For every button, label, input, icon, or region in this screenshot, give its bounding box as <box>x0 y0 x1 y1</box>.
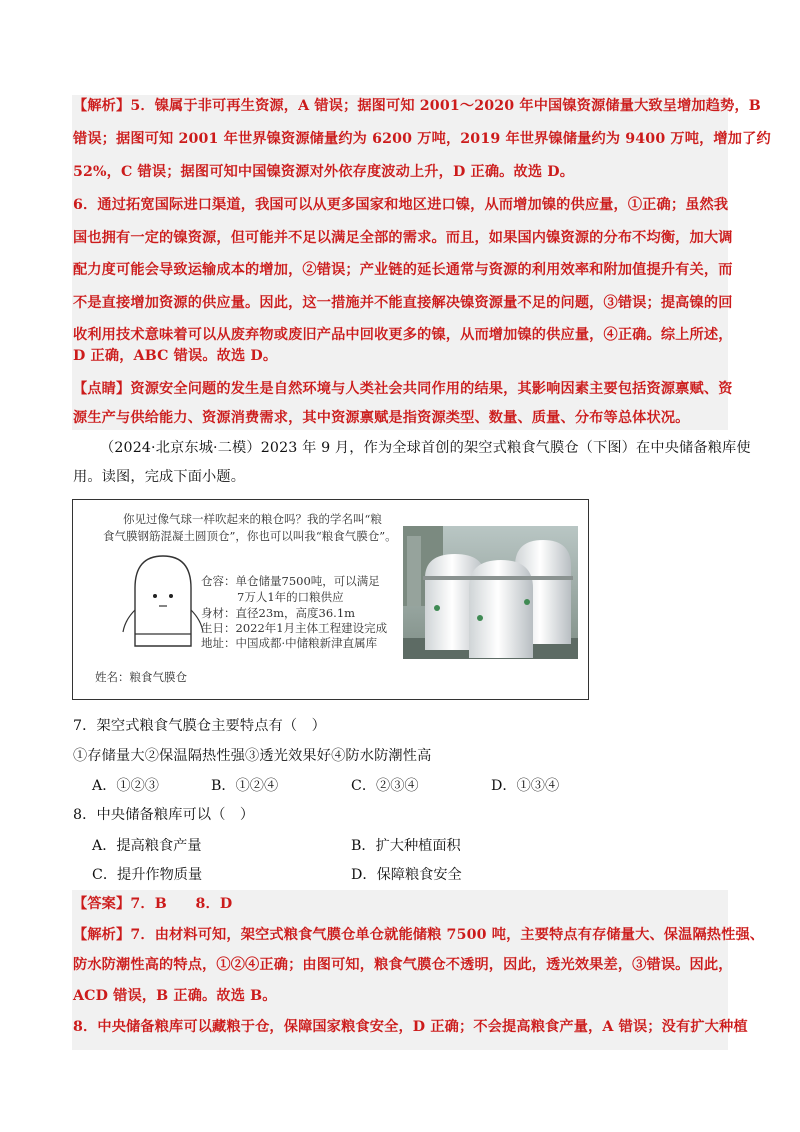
figure-capacity-line1: 仓容：单仓储量7500吨，可以满足 <box>201 574 380 588</box>
analysis6-line3: 配力度可能会导致运输成本的增加，②错误；产业链的延长通常与资源的利用效率和附加值提升有关，而 <box>73 262 733 278</box>
analysis78-line4: 8．中央储备粮库可以藏粮于仓，保障国家粮食安全，D 正确；不会提高粮食产量，A 错误；没有扩大种植 <box>73 1019 748 1035</box>
figure-capacity-line2: 7万人1年的口粮供应 <box>237 590 344 604</box>
figure-grain-membrane-silo <box>72 499 589 700</box>
analysis6-line4: 不是直接增加资源的供应量。因此，这一措施并不能直接解决镍资源量不足的问题，③错误；提高镍的回 <box>73 295 733 311</box>
figure-speech-line1: 你见过像气球一样吹起来的粮仓吗？我的学名叫“粮 <box>123 512 382 526</box>
figure-birthday: 生日：2022年1月主体工程建设完成 <box>201 621 388 635</box>
analysis6-line2: 国也拥有一定的镍资源，但可能并不足以满足全部的需求。而且，如果国内镍资源的分布不均衡，加大调 <box>73 230 733 246</box>
q7-items: ①存储量大②保温隔热性强③透光效果好④防水防潮性高 <box>73 748 432 764</box>
analysis5-line3: 52%，C 错误；据图可知中国镍资源对外依存度波动上升，D 正确。故选 D。 <box>73 164 575 180</box>
analysis6-line6: D 正确，ABC 错误。故选 D。 <box>73 348 278 364</box>
tip-line2: 源生产与供给能力、资源消费需求，其中资源禀赋是指资源类型、数量、质量、分布等总体状况。 <box>73 410 690 426</box>
figure-size: 身材：直径23m，高度36.1m <box>201 606 356 620</box>
silo-photo <box>403 526 578 659</box>
q7-option-b: B．①②④ <box>211 778 279 794</box>
analysis78-line1: 【解析】7．由材料可知，架空式粮食气膜仓单仓就能储粮 7500 吨，主要特点有存储量大、保温隔热性强、 <box>73 927 765 943</box>
intro-line2: 用。读图，完成下面小题。 <box>73 469 246 485</box>
figure-speech-line2: 食气膜钢筋混凝土圆顶仓”，你也可以叫我“粮食气膜仓”。 <box>103 529 397 543</box>
q8-stem: 8．中央储备粮库可以（ ） <box>73 807 255 823</box>
q7-option-a: A．①②③ <box>92 778 159 794</box>
q7-option-d: D．①③④ <box>491 778 560 794</box>
q7-stem: 7．架空式粮食气膜仓主要特点有（ ） <box>73 718 326 734</box>
intro-line1: （2024·北京东城·二模）2023 年 9 月，作为全球首创的架空式粮食气膜仓（下图）在中央储备粮库使 <box>100 440 751 456</box>
analysis6-line1: 6．通过拓宽国际进口渠道，我国可以从更多国家和地区进口镍，从而增加镍的供应量，①正确；虽然我 <box>73 197 729 213</box>
analysis5-line1: 【解析】5．镍属于非可再生资源，A 错误；据图可知 2001～2020 年中国镍资源储量大致呈增加趋势，B <box>73 98 761 114</box>
figure-name: 姓名：粮食气膜仓 <box>95 670 187 684</box>
answer-line: 【答案】7．B 8．D <box>73 896 233 912</box>
analysis78-line3: ACD 错误，B 正确。故选 B。 <box>73 988 277 1004</box>
analysis6-line5: 收利用技术意味着可以从废弃物或废旧产品中回收更多的镍，从而增加镍的供应量，④正确。综上所述， <box>73 327 733 343</box>
analysis78-line2: 防水防潮性高的特点，①②④正确；由图可知，粮食气膜仓不透明，因此，透光效果差，③错误。因此， <box>73 957 733 973</box>
q7-option-c: C．②③④ <box>351 778 419 794</box>
figure-address: 地址：中国成都·中储粮新津直属库 <box>201 636 378 650</box>
q8-option-b: B．扩大种植面积 <box>351 838 461 854</box>
q8-option-d: D．保障粮食安全 <box>351 867 462 883</box>
q8-option-c: C．提升作物质量 <box>92 867 203 883</box>
q8-option-a: A．提高粮食产量 <box>92 838 202 854</box>
analysis5-line2: 错误；据图可知 2001 年世界镍资源储量约为 6200 万吨，2019 年世界镍储量约为 9400 万吨，增加了约 <box>73 131 771 147</box>
tip-line1: 【点睛】资源安全问题的发生是自然环境与人类社会共同作用的结果，其影响因素主要包括资源禀赋、资 <box>73 381 733 397</box>
